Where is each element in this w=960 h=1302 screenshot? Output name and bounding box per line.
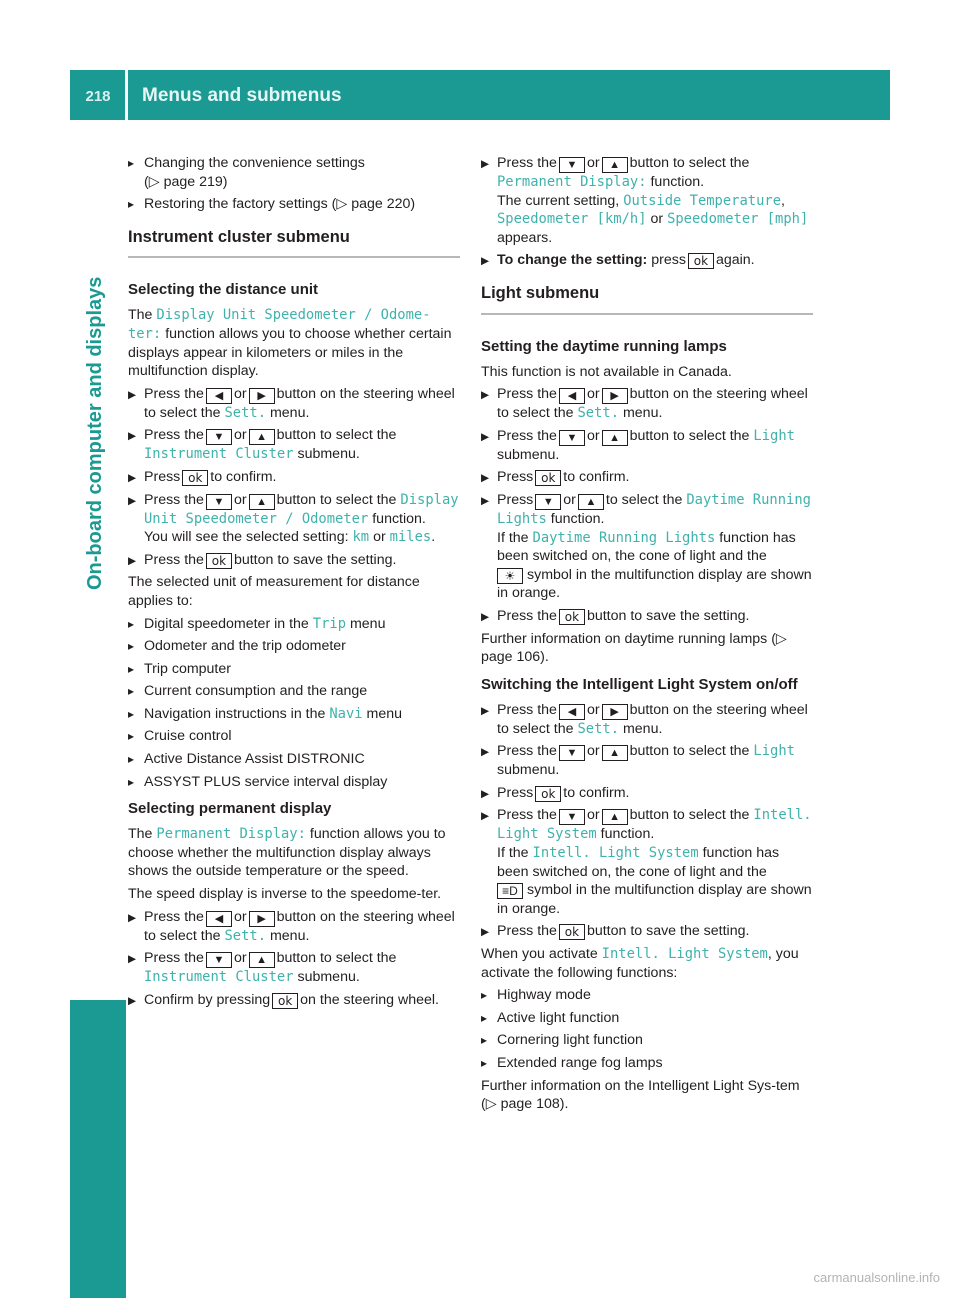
right-arrow-icon: ▶: [602, 388, 628, 404]
up-arrow-icon: ▲: [249, 494, 275, 510]
paragraph: The selected unit of measurement for distance applies to:: [128, 574, 420, 609]
step: ▶ Press the ▼ or ▲ button to select the Light submenu.: [481, 427, 813, 465]
list-item: ▸ Digital speedometer in the Trip menu: [128, 615, 460, 634]
ok-icon: ok: [272, 993, 298, 1009]
list-item: ▸ Cruise control: [128, 727, 460, 746]
paragraph: When you activate Intell. Light System, you activate the following functions:: [481, 946, 799, 981]
sun-icon: ☀: [497, 568, 523, 584]
ok-icon: ok: [559, 609, 585, 625]
header-divider: [125, 70, 128, 120]
list-item: ▸ Current consumption and the range: [128, 682, 460, 701]
list-item: ▸ ASSYST PLUS service interval display: [128, 773, 460, 792]
side-chapter-title: On-board computer and displays: [84, 276, 106, 590]
list-item: ▸ Odometer and the trip odometer: [128, 637, 460, 656]
down-arrow-icon: ▼: [559, 745, 585, 761]
right-arrow-icon: ▶: [602, 704, 628, 720]
headlamp-icon: ≡D: [497, 883, 523, 899]
step: ▶ Press the ◀ or ▶ button on the steering wheel to select the Sett. menu.: [481, 385, 813, 423]
step: ▶ Press the ◀ or ▶ button on the steering wheel to select the Sett. menu.: [481, 701, 813, 739]
right-arrow-icon: ▶: [249, 388, 275, 404]
down-arrow-icon: ▼: [559, 157, 585, 173]
ok-icon: ok: [182, 470, 208, 486]
subsection-heading: Selecting permanent display: [128, 800, 332, 818]
subsection-heading: Switching the Intelligent Light System on/off: [481, 675, 798, 693]
up-arrow-icon: ▲: [602, 430, 628, 446]
step: ▶ Press ok to confirm.: [481, 468, 813, 487]
step: ▶ To change the setting: press ok again.: [481, 251, 813, 270]
step: ▶ Press ok to confirm.: [128, 468, 460, 487]
section-heading: Instrument cluster submenu: [128, 228, 460, 259]
step: ▶ Confirm by pressing ok on the steering wheel.: [128, 991, 460, 1010]
list-item: ▸ Active Distance Assist DISTRONIC: [128, 750, 460, 769]
step: ▶ Press the ▼ or ▲ button to select the Intell. Light System function. If the Intell. Light System function has been switched on, the cone of light and the ≡D symbol in the multifunction display are shown in orange.: [481, 806, 813, 918]
ok-icon: ok: [535, 786, 561, 802]
left-arrow-icon: ◀: [206, 388, 232, 404]
list-item: ▸ Navigation instructions in the Navi menu: [128, 705, 460, 724]
step: ▶ Press the ▼ or ▲ button to select the Permanent Display: function. The current setting, Outside Temperature, Speedometer [km/h] or Speedometer [mph] appears.: [481, 154, 813, 247]
paragraph: Further information on daytime running lamps (▷ page 106).: [481, 630, 787, 666]
ok-icon: ok: [559, 924, 585, 940]
list-item: ▸ Highway mode: [481, 986, 813, 1005]
ok-icon: ok: [535, 470, 561, 486]
list-item: ▸ Restoring the factory settings (▷ page 220): [128, 195, 460, 214]
list-item: ▸ Changing the convenience settings (▷ page 219): [128, 154, 460, 191]
up-arrow-icon: ▲: [249, 952, 275, 968]
step: ▶ Press the ok button to save the setting.: [481, 922, 813, 941]
step: ▶ Press the ◀ or ▶ button on the steering wheel to select the Sett. menu.: [128, 908, 460, 946]
down-arrow-icon: ▼: [206, 429, 232, 445]
right-column: [481, 154, 813, 1118]
step: ▶ Press the ok button to save the setting.: [128, 551, 460, 570]
ok-icon: ok: [688, 253, 714, 269]
section-heading: Light submenu: [481, 284, 813, 315]
down-arrow-icon: ▼: [559, 809, 585, 825]
paragraph: The Display Unit Speedometer / Odome- ter: function allows you to choose whether certain displays appear in kilometers or miles in the multifunction display.: [128, 307, 452, 380]
paragraph: The Permanent Display: function allows you to choose whether the multifunction display always shows the outside temperature or the speed.: [128, 826, 446, 880]
step: ▶ Press ▼ or ▲ to select the Daytime Running Lights function. If the Daytime Running Lights function has been switched on, the cone of light and the ☀ symbol in the multifunction display are shown in orange.: [481, 491, 813, 603]
paragraph: Further information on the Intelligent Light Sys-tem (▷ page 108).: [481, 1077, 800, 1113]
right-arrow-icon: ▶: [249, 911, 275, 927]
down-arrow-icon: ▼: [206, 952, 232, 968]
watermark: carmanualsonline.info: [813, 1270, 940, 1285]
page-title: Menus and submenus: [142, 85, 342, 106]
down-arrow-icon: ▼: [206, 494, 232, 510]
side-tab: [70, 1000, 126, 1298]
subsection-heading: Selecting the distance unit: [128, 281, 319, 299]
step: ▶ Press the ▼ or ▲ button to select the Instrument Cluster submenu.: [128, 949, 460, 987]
step: ▶ Press the ▼ or ▲ button to select the Light submenu.: [481, 742, 813, 780]
up-arrow-icon: ▲: [249, 429, 275, 445]
up-arrow-icon: ▲: [578, 494, 604, 510]
step: ▶ Press the ▼ or ▲ button to select the Instrument Cluster submenu.: [128, 426, 460, 464]
step: ▶ Press ok to confirm.: [481, 784, 813, 803]
subsection-heading: Setting the daytime running lamps: [481, 337, 727, 355]
left-column: [128, 154, 460, 1013]
up-arrow-icon: ▲: [602, 745, 628, 761]
list-item: ▸ Extended range fog lamps: [481, 1054, 813, 1073]
down-arrow-icon: ▼: [535, 494, 561, 510]
paragraph: This function is not available in Canada.: [481, 363, 732, 380]
list-item: ▸ Cornering light function: [481, 1031, 813, 1050]
step: ▶ Press the ◀ or ▶ button on the steering wheel to select the Sett. menu.: [128, 385, 460, 423]
list-item: ▸ Trip computer: [128, 660, 460, 679]
list-item: ▸ Active light function: [481, 1009, 813, 1028]
page-number: 218: [85, 88, 111, 105]
step: ▶ Press the ok button to save the setting.: [481, 607, 813, 626]
down-arrow-icon: ▼: [559, 430, 585, 446]
up-arrow-icon: ▲: [602, 809, 628, 825]
step: ▶ Press the ▼ or ▲ button to select the Display Unit Speedometer / Odometer function. You will see the selected setting: km or miles.: [128, 491, 460, 547]
left-arrow-icon: ◀: [559, 388, 585, 404]
paragraph: The speed display is inverse to the speedome-ter.: [128, 886, 442, 903]
left-arrow-icon: ◀: [206, 911, 232, 927]
ok-icon: ok: [206, 553, 232, 569]
up-arrow-icon: ▲: [602, 157, 628, 173]
left-arrow-icon: ◀: [559, 704, 585, 720]
